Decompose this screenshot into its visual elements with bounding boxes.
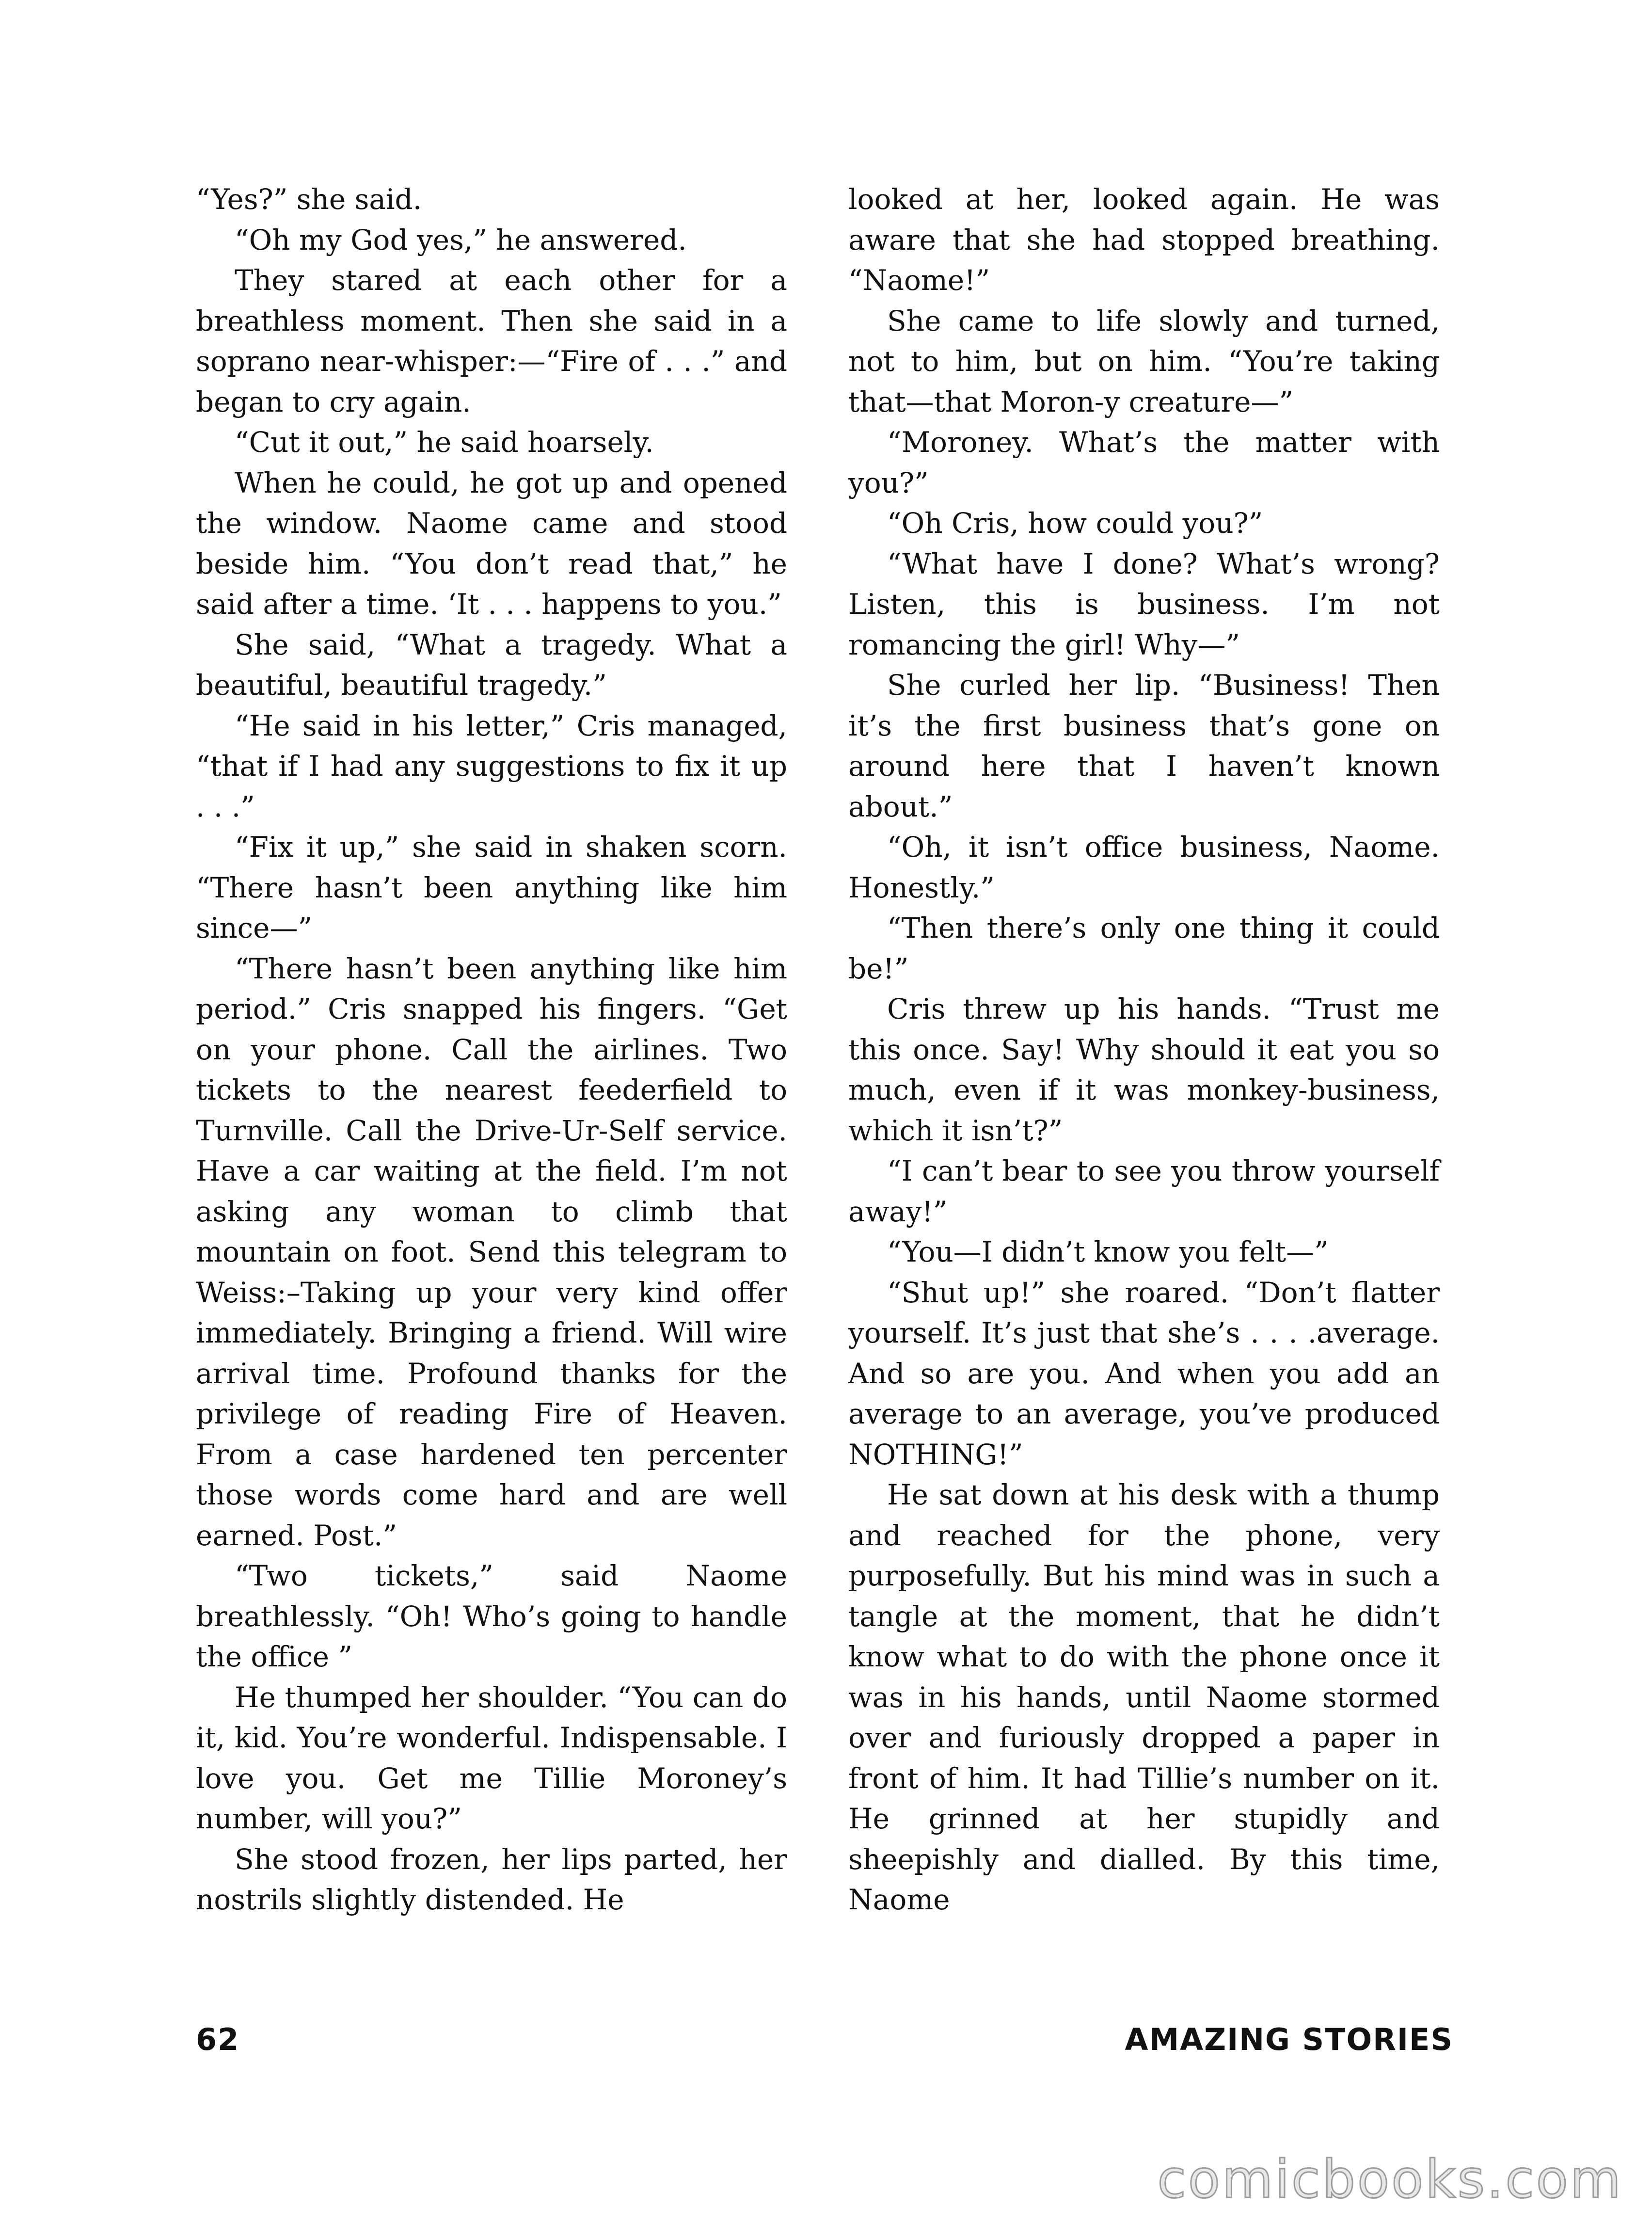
paragraph: When he could, he got up and opened the window. Naome came and stood beside him. “You don’t read that,” he said after a time. ‘It . . . happens to you.” (196, 466, 787, 621)
paragraph: Cris threw up his hands. “Trust me this once. Say! Why should it eat you so much, even if it was monkey-business, which it isn’t?” (848, 992, 1440, 1147)
paragraph: “Moroney. What’s the matter with you?” (848, 426, 1440, 499)
paragraph: She said, “What a tragedy. What a beautiful, beautiful tragedy.” (196, 628, 787, 702)
paragraph: “Oh my God yes,” he answered. (235, 223, 687, 256)
paragraph: “There hasn’t been anything like him period.” Cris snapped his fingers. “Get on your phone. Call the airlines. Two tickets to the nearest feederfield to Turnville. Call the Drive-Ur-Self service. Have a car waiting at the field. I’m not asking any woman to climb that mountain on foot. Send this telegram to Weiss:–Taking up your very kind offer immediately. Bringing a friend. Will wire arrival time. Profound thanks for the privilege of reading Fire of Heaven. From a case hardened ten percenter those words come hard and are well earned. Post.” (196, 952, 787, 1552)
paragraph: “Oh Cris, how could you?” (887, 507, 1263, 540)
paragraph: He sat down at his desk with a thump and reached for the phone, very purposefully. But his mind was in such a tangle at the moment, that he didn’t know what to do with the phone once it was in his hands, until Naome stormed over and furiously dropped a paper in front of him. It had Tillie’s number on it. He grinned at her stupidly and sheepishly and dialled. By this time, Naome (848, 1478, 1440, 1916)
page-number: 62 (196, 2022, 240, 2057)
magazine-title: AMAZING STORIES (1125, 2022, 1453, 2057)
paragraph: “Fix it up,” she said in shaken scorn. “There hasn’t been anything like him since—” (196, 831, 787, 944)
paragraph: She came to life slowly and turned, not to him, but on him. “You’re taking that—that Moron-y creature—” (848, 304, 1440, 418)
paragraph: “Yes?” she said. (196, 183, 422, 216)
watermark: comicbooks.com (1157, 2149, 1623, 2210)
paragraph: “What have I done? What’s wrong? Listen, this is business. I’m not romancing the girl! Why—” (848, 547, 1440, 661)
paragraph: “Two tickets,” said Naome breathlessly. “Oh! Who’s going to handle the office ” (196, 1559, 787, 1673)
paragraph: “Then there’s only one thing it could be!” (848, 912, 1440, 985)
paragraph: “He said in his letter,” Cris managed, “that if I had any suggestions to fix it up . . .” (196, 709, 787, 823)
paragraph: “Oh, it isn’t office business, Naome. Honestly.” (848, 831, 1440, 904)
paragraph: “You—I didn’t know you felt—” (887, 1235, 1329, 1268)
left-column (196, 179, 787, 1920)
paragraph: She stood frozen, her lips parted, her nostrils slightly distended. He (196, 1842, 787, 1916)
paragraph: “Cut it out,” he said hoarsely. (235, 426, 654, 459)
paragraph: “Shut up!” she roared. “Don’t flatter yourself. It’s just that she’s . . . .average. And so are you. And when you add an average to an average, you’ve produced NOTHING!” (848, 1276, 1440, 1471)
right-column (848, 179, 1440, 1920)
paragraph: looked at her, looked again. He was aware that she had stopped breathing. “Naome!” (848, 183, 1440, 297)
paragraph: He thumped her shoulder. “You can do it, kid. You’re wonderful. Indispensable. I love you. Get me Tillie Moroney’s number, will you?” (196, 1680, 787, 1835)
paragraph: “I can’t bear to see you throw yourself away!” (848, 1154, 1440, 1228)
paragraph: They stared at each other for a breathless moment. Then she said in a soprano near-whisper:—“Fire of . . .” and began to cry again. (196, 264, 787, 418)
paragraph: She curled her lip. “Business! Then it’s the first business that’s gone on around here that I haven’t known about.” (848, 669, 1440, 823)
